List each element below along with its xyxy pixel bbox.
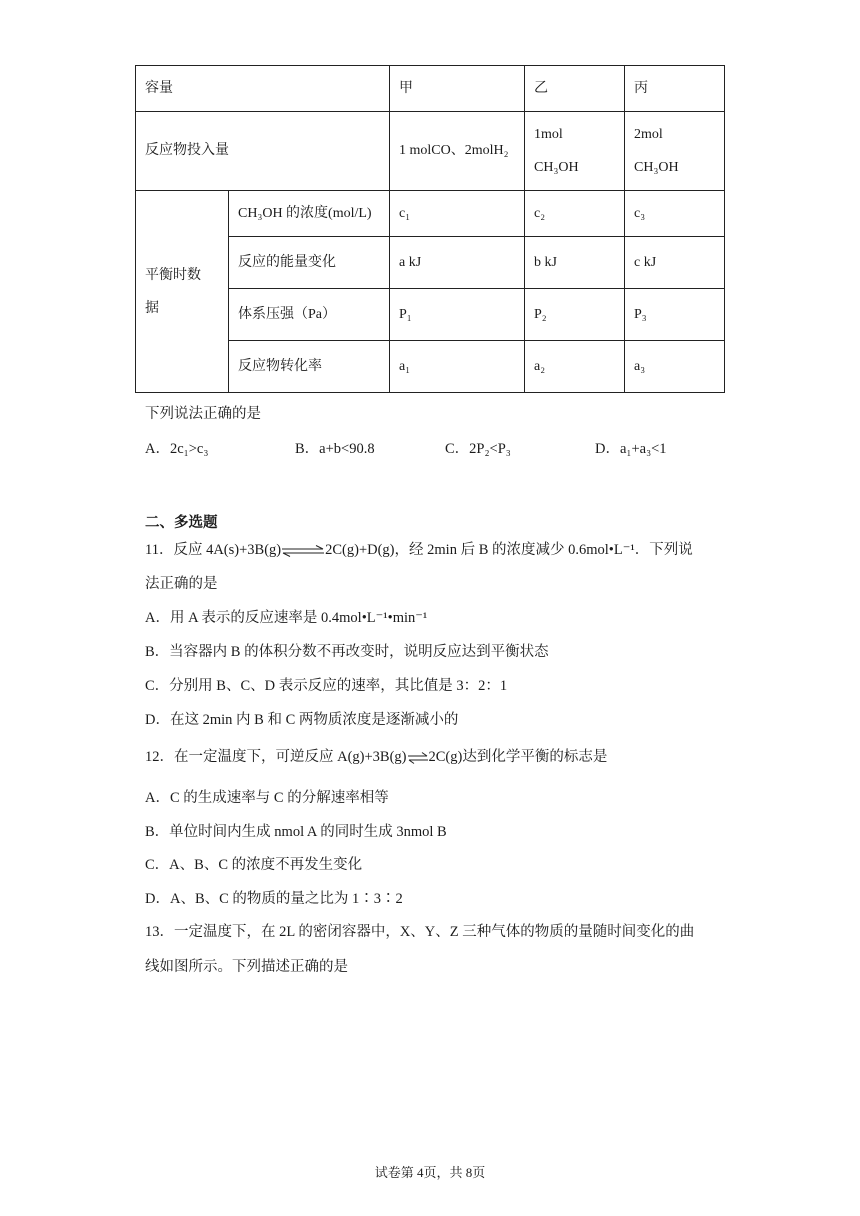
q11-stem-part1: 11．反应 4A(s)+3B(g) xyxy=(145,542,282,558)
equilibrium-data-table xyxy=(135,65,725,393)
pressure-a: P₁ xyxy=(390,289,525,341)
q12-option-d: D．A、B、C 的物质的量之比为 1∶3∶2 xyxy=(145,891,403,907)
q11-stem-part2: 2C(g)+D(g)，经 2min 后 B 的浓度减少 0.6mol•L⁻¹．下列说 xyxy=(325,542,693,558)
energy-b: b kJ xyxy=(525,237,625,289)
input-c-line1: 2mol xyxy=(634,127,663,142)
input-c-line2: CH₃OH xyxy=(634,160,679,175)
group-label-line2: 据 xyxy=(145,300,159,316)
q10-option-c: C．2P₂<P₃ xyxy=(445,441,511,457)
q10-option-a: A．2c₁>c₃ xyxy=(145,441,209,457)
group-label-equilibrium xyxy=(136,191,229,393)
header-container-c: 丙 xyxy=(625,66,725,112)
q10-prompt: 下列说法正确的是 xyxy=(145,406,261,422)
q13-stem-line2: 线如图所示。下列描述正确的是 xyxy=(145,959,348,975)
row-label-energy: 反应的能量变化 xyxy=(229,237,390,289)
pressure-c: P₃ xyxy=(625,289,725,341)
q12-option-b: B．单位时间内生成 nmol A 的同时生成 3nmol B xyxy=(145,824,447,840)
row-label-conversion: 反应物转化率 xyxy=(229,341,390,393)
q12-stem-part1: 12．在一定温度下，可逆反应 A(g)+3B(g) xyxy=(145,749,407,765)
q11-stem-line2: 法正确的是 xyxy=(145,576,218,592)
input-b-line1: 1mol xyxy=(534,127,563,142)
conversion-a: a₁ xyxy=(390,341,525,393)
row-label-pressure: 体系压强（Pa） xyxy=(229,289,390,341)
q12-option-c: C．A、B、C 的浓度不再发生变化 xyxy=(145,857,363,873)
q11-option-d: D．在这 2min 内 B 和 C 两物质浓度是逐渐减小的 xyxy=(145,712,459,728)
q11-option-a: A．用 A 表示的反应速率是 0.4mol•L⁻¹•min⁻¹ xyxy=(145,610,428,626)
reversible-arrow-icon xyxy=(281,545,325,557)
pressure-b: P₂ xyxy=(525,289,625,341)
row-label-input: 反应物投入量 xyxy=(136,112,390,191)
q10-option-d: D．a₁+a₃<1 xyxy=(595,441,667,457)
section-heading: 二、多选题 xyxy=(145,515,218,531)
energy-a: a kJ xyxy=(390,237,525,289)
header-capacity: 容量 xyxy=(136,66,390,112)
header-container-b: 乙 xyxy=(525,66,625,112)
q11-stem xyxy=(145,538,693,559)
q10-option-b: B．a+b<90.8 xyxy=(295,441,375,457)
conc-c: c₃ xyxy=(625,191,725,237)
conversion-b: a₂ xyxy=(525,341,625,393)
input-a: 1 molCO、2molH₂ xyxy=(390,112,525,191)
conc-b: c₂ xyxy=(525,191,625,237)
group-label-line1: 平衡时数 xyxy=(145,267,201,283)
q11-option-c: C．分别用 B、C、D 表示反应的速率，其比值是 3：2：1 xyxy=(145,678,508,694)
q12-stem-part2: 2C(g)达到化学平衡的标志是 xyxy=(428,749,608,765)
q12-stem xyxy=(145,745,607,766)
q12-option-a: A．C 的生成速率与 C 的分解速率相等 xyxy=(145,790,389,806)
row-label-concentration: CH₃OH 的浓度(mol/L) xyxy=(229,191,390,237)
input-b-line2: CH₃OH xyxy=(534,160,579,175)
input-b xyxy=(525,112,625,191)
energy-c: c kJ xyxy=(625,237,725,289)
reversible-arrow-icon xyxy=(407,752,429,764)
conc-a: c₁ xyxy=(390,191,525,237)
q13-stem-line1: 13．一定温度下，在 2L 的密闭容器中，X、Y、Z 三种气体的物质的量随时间变化的曲 xyxy=(145,924,695,940)
input-c xyxy=(625,112,725,191)
q11-option-b: B．当容器内 B 的体积分数不再改变时，说明反应达到平衡状态 xyxy=(145,644,549,660)
header-container-a: 甲 xyxy=(390,66,525,112)
page-footer: 试卷第 4页，共 8页 xyxy=(374,1165,486,1180)
conversion-c: a₃ xyxy=(625,341,725,393)
